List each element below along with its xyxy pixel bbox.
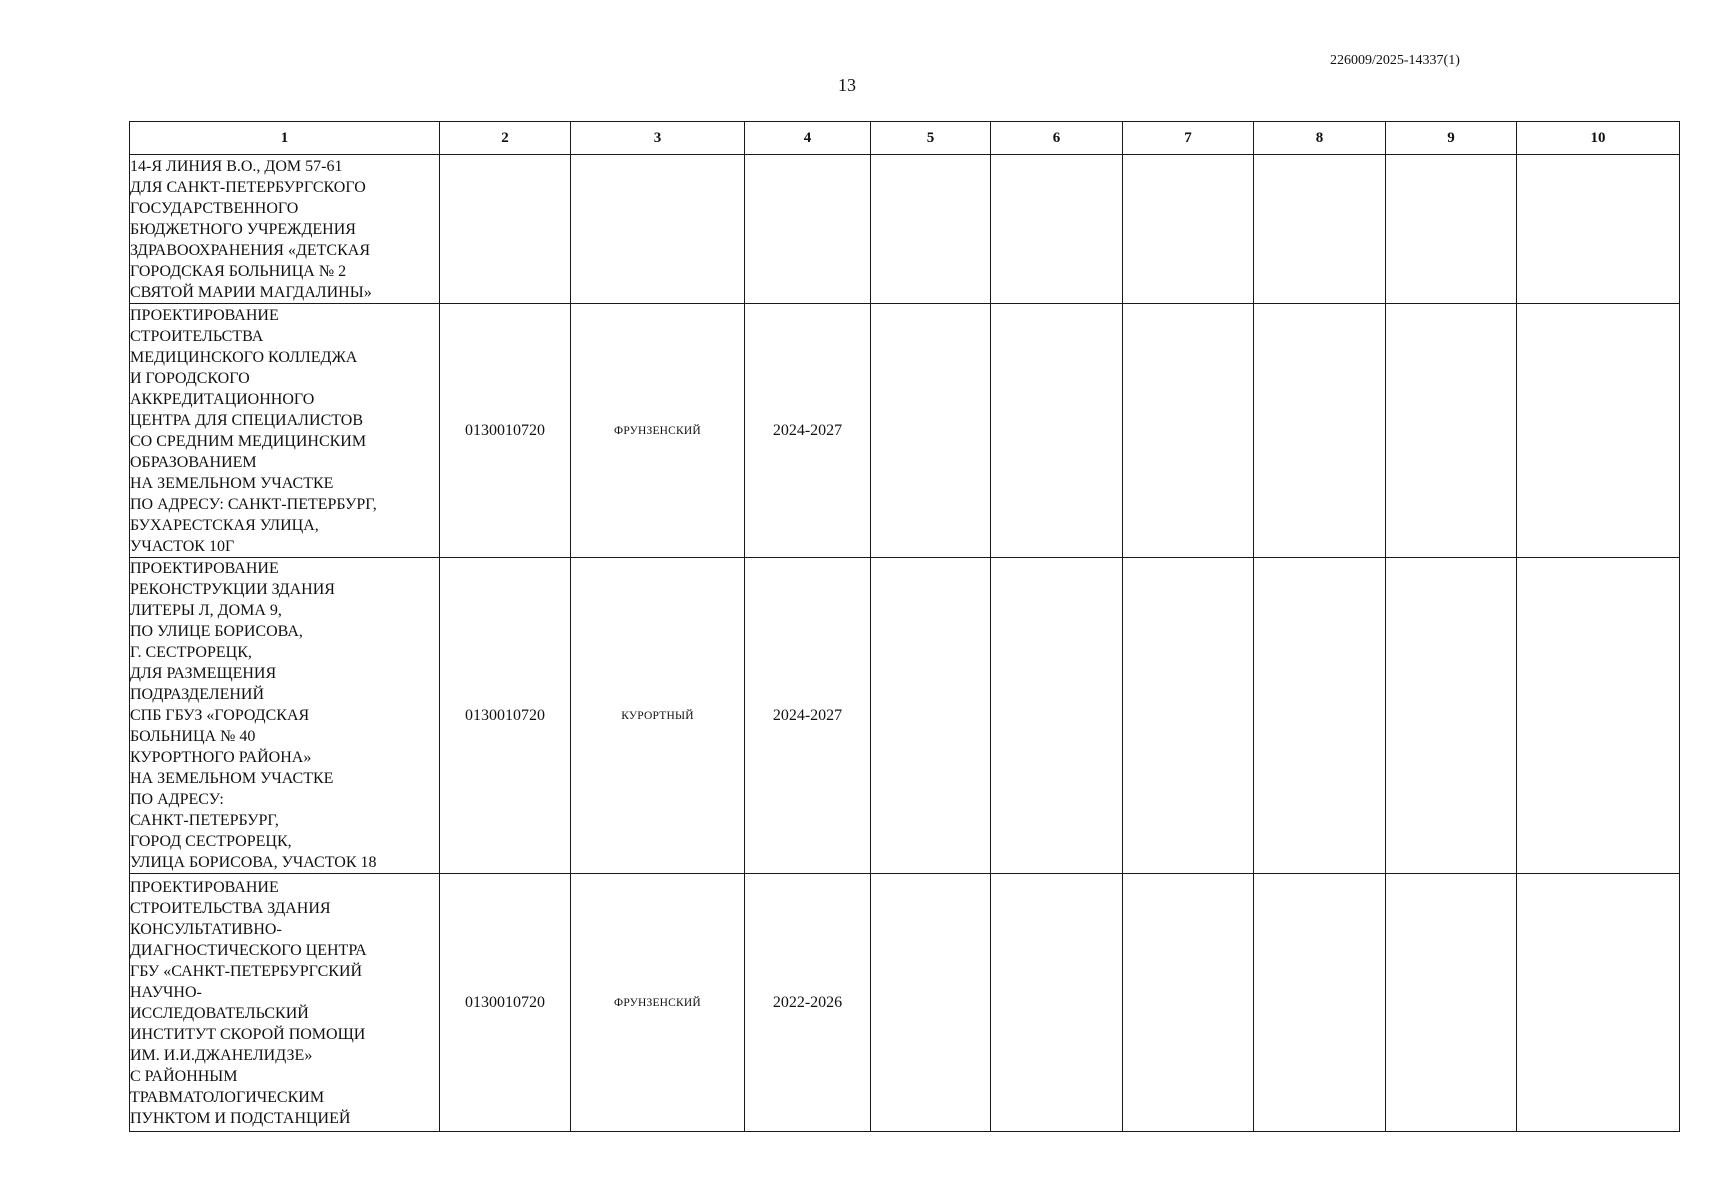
object-name-line: СВЯТОЙ МАРИИ МАГДАЛИНЫ» (130, 283, 372, 301)
object-name-line: ГБУ «САНКТ-ПЕТЕРБУРГСКИЙ (130, 962, 363, 980)
district-cell: КУРОРТНЫЙ (571, 558, 745, 874)
table-row (130, 874, 1680, 1132)
years-cell: 2024-2027 (745, 304, 871, 558)
object-name-cell (130, 874, 440, 1132)
object-name-cell (130, 155, 440, 304)
code-cell (440, 155, 571, 304)
object-name-line: СПБ ГБУЗ «ГОРОДСКАЯ (130, 707, 310, 724)
object-name-line: РЕКОНСТРУКЦИИ ЗДАНИЯ (130, 581, 335, 598)
object-name-line: АККРЕДИТАЦИОННОГО (130, 390, 315, 408)
empty-cell (1386, 304, 1517, 558)
empty-cell (1123, 304, 1254, 558)
years-cell: 2022-2026 (745, 874, 871, 1132)
empty-cell (871, 558, 991, 874)
object-name-line: ПО УЛИЦЕ БОРИСОВА, (130, 623, 303, 640)
column-header-3: 3 (571, 122, 745, 155)
empty-cell (871, 155, 991, 304)
object-name-line: И ГОРОДСКОГО (130, 369, 250, 387)
object-name-line: Г. СЕСТРОРЕЦК, (130, 644, 252, 661)
empty-cell (871, 304, 991, 558)
empty-cell (1517, 155, 1680, 304)
register-table (129, 121, 1680, 1132)
object-name-line: НАУЧНО- (130, 983, 202, 1001)
empty-cell (1123, 874, 1254, 1132)
column-number-row (130, 122, 1680, 155)
object-name-line: ОБРАЗОВАНИЕМ (130, 453, 257, 471)
empty-cell (1254, 304, 1386, 558)
object-name-line: ПРОЕКТИРОВАНИЕ (130, 560, 279, 577)
page-number: 13 (838, 75, 856, 95)
column-header-7: 7 (1123, 122, 1254, 155)
object-name-line: ДЛЯ САНКТ-ПЕТЕРБУРГСКОГО (130, 178, 366, 196)
object-name-line: ИССЛЕДОВАТЕЛЬСКИЙ (130, 1004, 309, 1022)
object-name-line: БЮДЖЕТНОГО УЧРЕЖДЕНИЯ (130, 220, 356, 238)
object-name-line: КУРОРТНОГО РАЙОНА» (130, 749, 312, 766)
object-name-line: ПУНКТОМ И ПОДСТАНЦИЕЙ (130, 1109, 351, 1127)
column-header-5: 5 (871, 122, 991, 155)
object-name-cell (130, 558, 440, 874)
empty-cell (991, 155, 1123, 304)
object-name-line: СТРОИТЕЛЬСТВА ЗДАНИЯ (130, 899, 331, 917)
empty-cell (871, 874, 991, 1132)
object-name-line: ТРАВМАТОЛОГИЧЕСКИМ (130, 1088, 325, 1106)
district-cell: ФРУНЗЕНСКИЙ (571, 874, 745, 1132)
table-row (130, 155, 1680, 304)
object-name-line: ИНСТИТУТ СКОРОЙ ПОМОЩИ (130, 1025, 366, 1043)
code-cell: 0130010720 (440, 558, 571, 874)
column-header-1: 1 (130, 122, 440, 155)
object-name-line: ГОРОДСКАЯ БОЛЬНИЦА № 2 (130, 262, 347, 280)
object-name-line: УЧАСТОК 10Г (130, 537, 235, 555)
empty-cell (1517, 304, 1680, 558)
column-header-10: 10 (1517, 122, 1680, 155)
object-name-line: СО СРЕДНИМ МЕДИЦИНСКИМ (130, 432, 367, 450)
empty-cell (1386, 874, 1517, 1132)
object-name-line: ПРОЕКТИРОВАНИЕ (130, 306, 279, 324)
object-name-line: ПО АДРЕСУ: (130, 791, 224, 808)
object-name-line: ДЛЯ РАЗМЕЩЕНИЯ (130, 665, 277, 682)
object-name-line: КОНСУЛЬТАТИВНО- (130, 920, 282, 938)
object-name-line: ГОРОД СЕСТРОРЕЦК, (130, 833, 292, 850)
object-name-line: САНКТ-ПЕТЕРБУРГ, (130, 812, 279, 829)
object-name-line: 14-Я ЛИНИЯ В.О., ДОМ 57-61 (130, 157, 343, 175)
object-name-line: ДИАГНОСТИЧЕСКОГО ЦЕНТРА (130, 941, 367, 959)
column-header-8: 8 (1254, 122, 1386, 155)
empty-cell (1123, 155, 1254, 304)
table-row (130, 558, 1680, 874)
object-name-line: БУХАРЕСТСКАЯ УЛИЦА, (130, 516, 319, 534)
empty-cell (1517, 558, 1680, 874)
object-name-line: ЛИТЕРЫ Л, ДОМА 9, (130, 602, 282, 619)
column-header-2: 2 (440, 122, 571, 155)
code-cell: 0130010720 (440, 874, 571, 1132)
years-cell (745, 155, 871, 304)
object-name-line: НА ЗЕМЕЛЬНОМ УЧАСТКЕ (130, 474, 334, 492)
column-header-6: 6 (991, 122, 1123, 155)
district-cell (571, 155, 745, 304)
column-header-4: 4 (745, 122, 871, 155)
code-cell: 0130010720 (440, 304, 571, 558)
object-name-line: С РАЙОННЫМ (130, 1067, 238, 1085)
object-name-line: ПОДРАЗДЕЛЕНИЙ (130, 686, 265, 703)
empty-cell (991, 874, 1123, 1132)
empty-cell (1517, 874, 1680, 1132)
object-name-line: ИМ. И.И.ДЖАНЕЛИДЗЕ» (130, 1046, 313, 1064)
district-cell: ФРУНЗЕНСКИЙ (571, 304, 745, 558)
empty-cell (1254, 558, 1386, 874)
object-name-line: ГОСУДАРСТВЕННОГО (130, 199, 299, 217)
empty-cell (1123, 558, 1254, 874)
object-name-line: БОЛЬНИЦА № 40 (130, 728, 256, 745)
object-name-line: ПРОЕКТИРОВАНИЕ (130, 878, 279, 896)
table-row (130, 304, 1680, 558)
object-name-line: ЦЕНТРА ДЛЯ СПЕЦИАЛИСТОВ (130, 411, 364, 429)
document-number: 226009/2025-14337(1) (1330, 53, 1460, 68)
object-name-cell (130, 304, 440, 558)
empty-cell (991, 558, 1123, 874)
years-cell: 2024-2027 (745, 558, 871, 874)
empty-cell (991, 304, 1123, 558)
empty-cell (1386, 155, 1517, 304)
empty-cell (1386, 558, 1517, 874)
object-name-line: УЛИЦА БОРИСОВА, УЧАСТОК 18 (130, 854, 377, 871)
empty-cell (1254, 155, 1386, 304)
object-name-line: СТРОИТЕЛЬСТВА (130, 327, 264, 345)
column-header-9: 9 (1386, 122, 1517, 155)
object-name-line: ЗДРАВООХРАНЕНИЯ «ДЕТСКАЯ (130, 241, 370, 259)
object-name-line: НА ЗЕМЕЛЬНОМ УЧАСТКЕ (130, 770, 334, 787)
empty-cell (1254, 874, 1386, 1132)
object-name-line: ПО АДРЕСУ: САНКТ-ПЕТЕРБУРГ, (130, 495, 377, 513)
object-name-line: МЕДИЦИНСКОГО КОЛЛЕДЖА (130, 348, 358, 366)
